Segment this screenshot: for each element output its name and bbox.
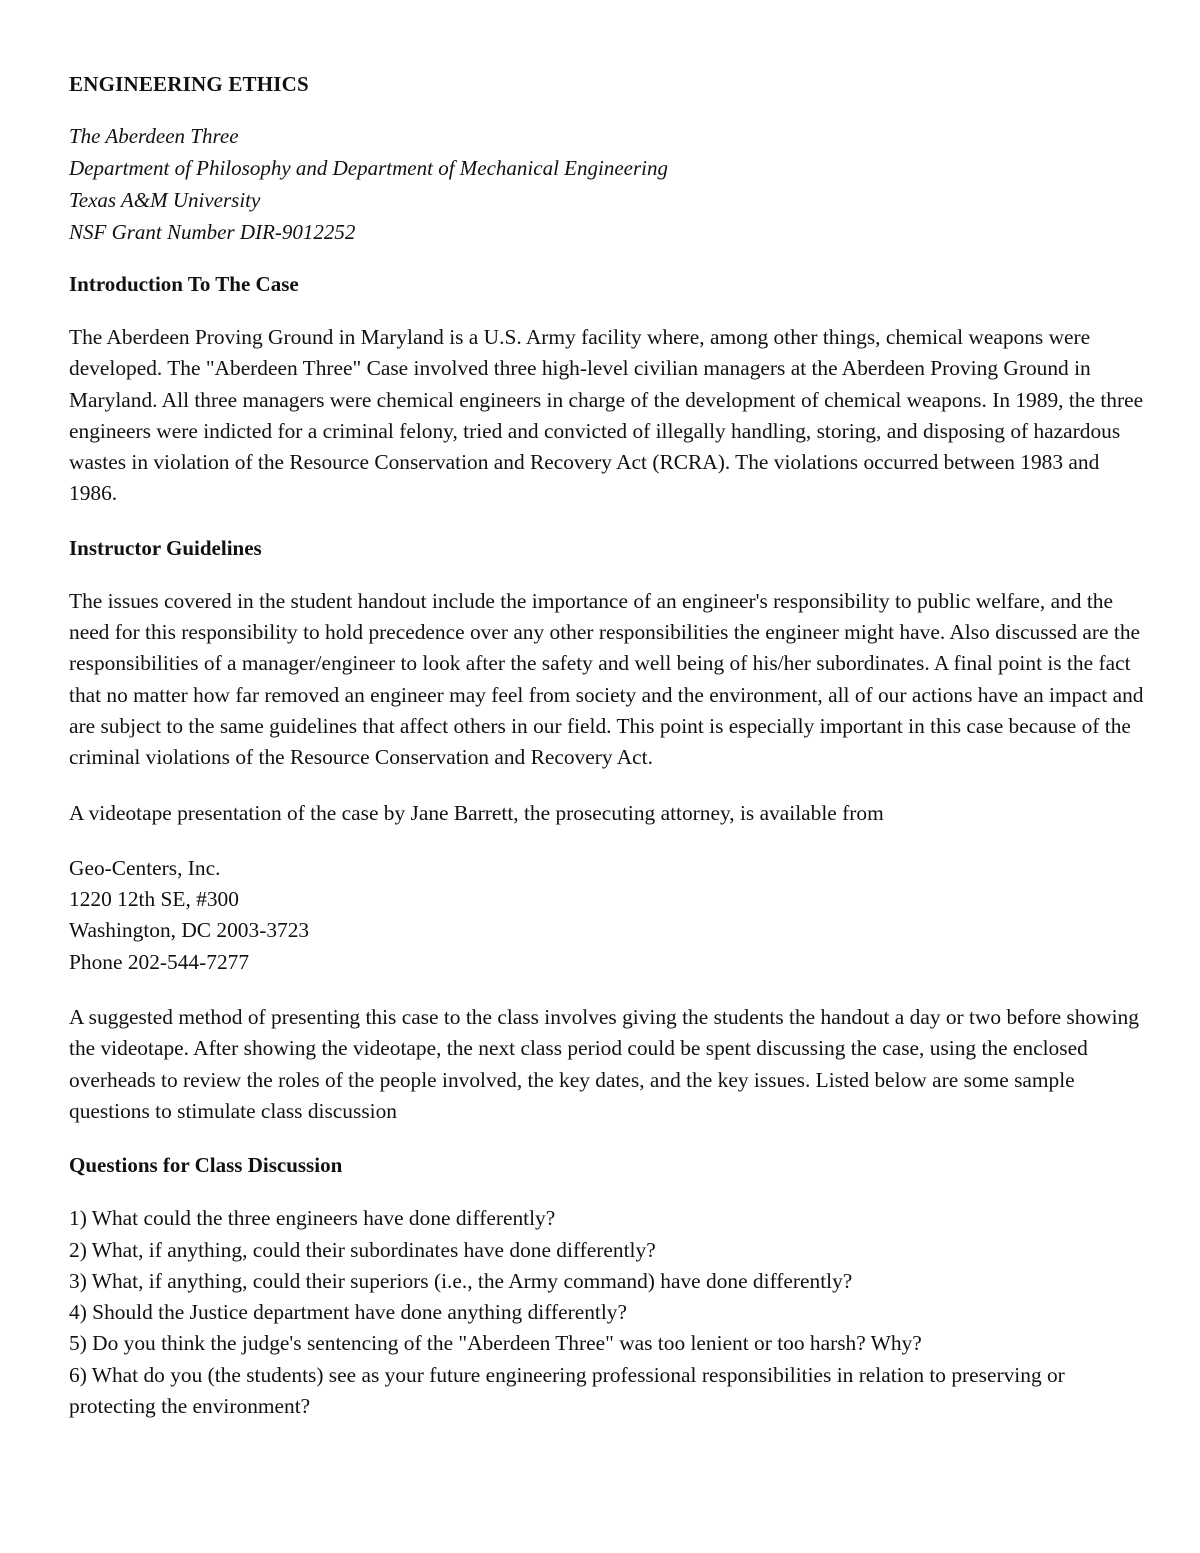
video-availability-paragraph: A videotape presentation of the case by Jane Barrett, the prosecuting attorney, is available from (69, 800, 884, 825)
address-line: 1220 12th SE, #300 (69, 887, 239, 912)
question-item: 3) What, if anything, could their superiors (i.e., the Army command) have done differently? (69, 1268, 853, 1293)
question-item: 1) What could the three engineers have done differently? (69, 1206, 556, 1231)
questions-list (69, 1203, 1144, 1422)
meta-departments: Department of Philosophy and Department of Mechanical Engineering (69, 156, 668, 180)
document-meta (69, 120, 1144, 248)
intro-paragraph: The Aberdeen Proving Ground in Maryland is a U.S. Army facility where, among other things, chemical weapons were developed. The "Aberdeen Three" Case involved three high-level civilian managers at the Aberdeen Proving Ground in Maryland. All three managers were chemical engineers in charge of the development of chemical weapons. In 1989, the three engineers were indicted for a criminal felony, tried and convicted of illegally handling, storing, and disposing of hazardous wastes in violation of the Resource Conservation and Recovery Act (RCRA). The violations occurred between 1983 and 1986. (69, 325, 1144, 506)
document-title: ENGINEERING ETHICS (69, 72, 309, 96)
distributor-address (69, 853, 1144, 978)
guidelines-heading: Instructor Guidelines (69, 535, 262, 560)
intro-heading: Introduction To The Case (69, 272, 299, 296)
question-item: 5) Do you think the judge's sentencing of the "Aberdeen Three" was too lenient or too harsh? Why? (69, 1331, 922, 1356)
address-line: Geo-Centers, Inc. (69, 855, 221, 880)
question-item: 6) What do you (the students) see as your future engineering professional responsibilities in relation to preserving or protecting the environment? (69, 1362, 1065, 1419)
questions-heading: Questions for Class Discussion (69, 1153, 343, 1178)
address-line: Phone 202-544-7277 (69, 949, 250, 974)
meta-grant-number: NSF Grant Number DIR-9012252 (69, 220, 356, 244)
guidelines-paragraph: The issues covered in the student handout include the importance of an engineer's responsibility to public welfare, and the need for this responsibility to hold precedence over any other responsibilities the engineer might have. Also discussed are the responsibilities of a manager/engineer to look after the safety and well being of his/her subordinates. A final point is the fact that no matter how far removed an engineer may feel from society and the environment, all of our actions have an impact and are subject to the same guidelines that affect others in our field. This point is especially important in this case because of the criminal violations of the Resource Conservation and Recovery Act. (69, 588, 1144, 770)
document-page (69, 70, 1144, 1422)
meta-case-name: The Aberdeen Three (69, 124, 239, 148)
question-item: 2) What, if anything, could their subordinates have done differently? (69, 1237, 656, 1262)
presentation-method-paragraph: A suggested method of presenting this case to the class involves giving the students the handout a day or two before showing the videotape. After showing the videotape, the next class period could be spent discussing the case, using the enclosed overheads to review the roles of the people involved, the key dates, and the key issues. Listed below are some sample questions to stimulate class discussion (69, 1005, 1139, 1123)
address-line: Washington, DC 2003-3723 (69, 918, 310, 943)
question-item: 4) Should the Justice department have done anything differently? (69, 1300, 627, 1325)
meta-university: Texas A&M University (69, 188, 261, 212)
